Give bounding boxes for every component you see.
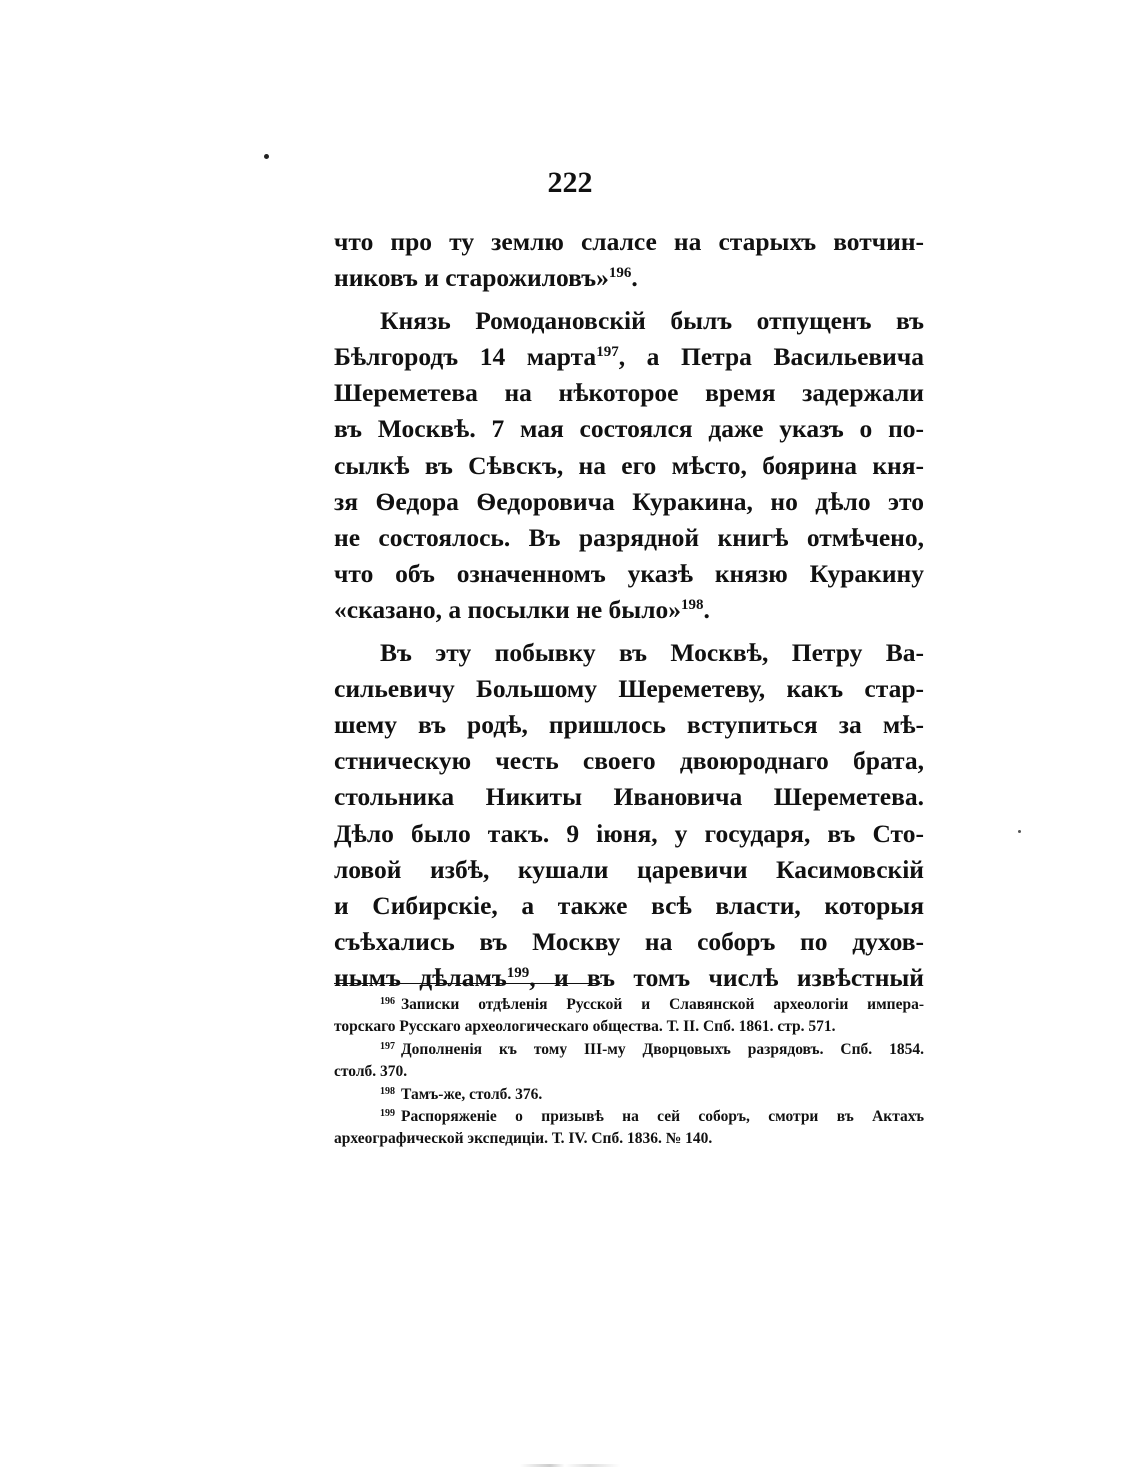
text-line: Дѣло было такъ. 9 іюня, у государя, въ Сто- [334, 818, 924, 848]
text-line: стническую честь своего двоюроднаго брата, [334, 746, 924, 776]
text-line: Князь Ромодановскій былъ отпущенъ въ [380, 306, 924, 336]
footnote [334, 1039, 924, 1084]
text-line: нымъ дѣламъ$^{199}$, и въ томъ числѣ извѣстный [334, 962, 924, 992]
footnote-number: 196 [380, 996, 395, 1007]
footnotes [334, 994, 924, 1151]
text-line: сильевичу Большому Шереметеву, какъ стар- [334, 674, 924, 704]
page-number: 222 [547, 166, 593, 199]
footnote-line: $^{198}$ Тамъ-же, столб. 376. [380, 1085, 543, 1103]
body-text [334, 224, 924, 996]
footnote-ref[interactable]: 199 [506, 964, 530, 981]
footnote-line: $^{197}$ Дополненія къ тому III-му Дворцовыхъ разрядовъ. Спб. 1854. [380, 1040, 924, 1058]
footnote-number: 199 [380, 1108, 395, 1120]
text-line: Шереметева на нѣкоторое время задержали [334, 378, 924, 408]
footnote-line: $^{199}$ Распоряженіе о призывѣ на сей соборъ, смотри въ Актахъ [380, 1108, 924, 1126]
text-line: что про ту землю слалсе на старыхъ вотчин- [334, 227, 924, 256]
text-line: сылкѣ въ Сѣвскъ, на его мѣсто, боярина кня- [334, 450, 924, 480]
text-line: Бѣлгородъ 14 марта$^{197}$, а Петра Васильевича [334, 342, 924, 372]
footnote-line: торскаго Русскаго археологическаго общества. Т. II. Спб. 1861. стр. 571. [334, 1018, 836, 1036]
text-line: съѣхались въ Москву на соборъ по духов- [334, 926, 924, 956]
scan-speck [1018, 830, 1021, 833]
footnote-number: 197 [380, 1040, 395, 1052]
footnote-divider [334, 983, 602, 984]
text-line: стольника Никиты Ивановича Шереметева. [334, 782, 924, 812]
footnote-line: $^{196}$ Записки отдѣленія Русской и Славянской археологіи импера- [380, 996, 924, 1013]
text-line: зя Ѳедора Ѳедоровича Куракина, но дѣло это [334, 486, 924, 516]
footnote-line: археографической экспедиціи. Т. IV. Спб. 1836. № 140. [334, 1130, 713, 1148]
text-line: никовъ и старожиловъ»$^{196}$. [334, 263, 638, 293]
footnote [334, 994, 924, 1039]
scan-artifact [520, 1464, 620, 1467]
text-line: не состоялось. Въ разрядной книгѣ отмѣчено, [334, 522, 924, 552]
text-line: и Сибирскіе, а также всѣ власти, которыя [334, 890, 924, 920]
text-line: Въ эту побывку въ Москвѣ, Петру Ва- [380, 638, 924, 668]
text-line: въ Москвѣ. 7 мая состоялся даже указъ о по- [334, 414, 924, 444]
footnote-line: столб. 370. [334, 1063, 408, 1081]
footnote-ref[interactable]: 197 [596, 344, 619, 361]
text-line: шему въ родѣ, пришлось вступиться за мѣ- [334, 710, 924, 740]
footnote [334, 1106, 924, 1151]
text-line: ловой избѣ, кушали царевичи Касимовскій [334, 854, 924, 884]
text-line: «сказано, а посылки не было»$^{198}$. [334, 594, 710, 624]
footnote-ref[interactable]: 198 [681, 596, 704, 613]
footnote-ref[interactable]: 196 [608, 265, 632, 282]
footnote-number: 198 [380, 1085, 395, 1097]
text-line: что объ означенномъ указѣ князю Куракину [334, 558, 924, 588]
scan-speck [264, 154, 269, 159]
footnote [334, 1084, 924, 1106]
